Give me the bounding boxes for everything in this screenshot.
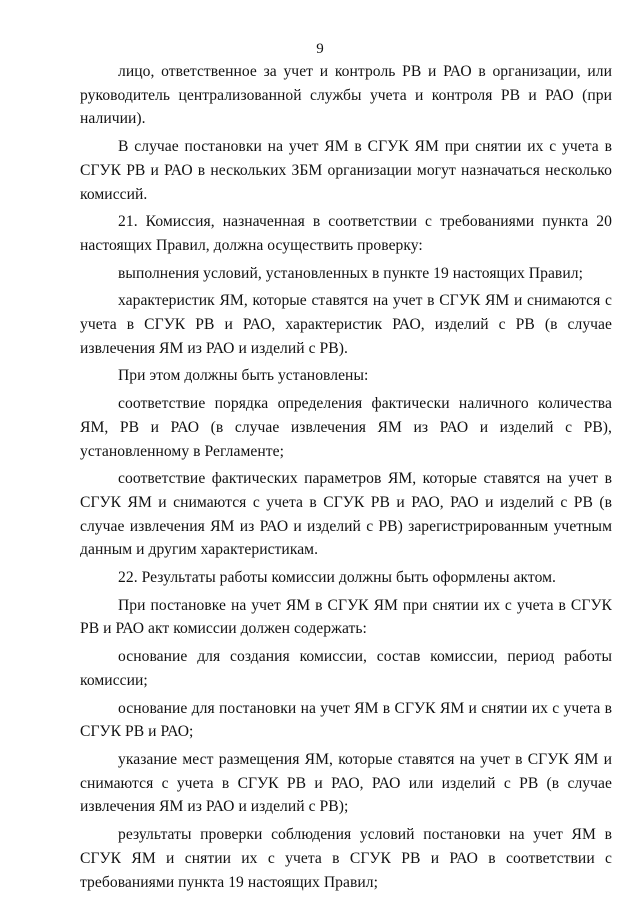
paragraph-placement-locations: указание мест размещения ЯМ, которые ставятся на учет в СГУК ЯМ и снимаются с учета в СГУК РВ и РАО, РАО или изделий с РВ (в случае извлечения ЯМ из РАО и изделий с РВ); bbox=[80, 750, 612, 816]
paragraph-clause-21: 21. Комиссия, назначенная в соответствии с требованиями пункта 20 настоящих Правил, должна осуществить проверку: bbox=[80, 213, 612, 254]
paragraph-clause-22: 22. Результаты работы комиссии должны быть оформлены актом. bbox=[118, 569, 556, 587]
paragraph-conditions-check: выполнения условий, установленных в пункте 19 настоящих Правил; bbox=[118, 264, 583, 282]
paragraph-commissions: В случае постановки на учет ЯМ в СГУК ЯМ при снятии их с учета в СГУК РВ и РАО в нескольких ЗБМ организации могут назначаться несколько комиссий. bbox=[80, 138, 612, 203]
paragraph-act-contents-intro: При постановке на учет ЯМ в СГУК ЯМ при снятии их с учета в СГУК РВ и РАО акт комиссии должен содержать: bbox=[80, 596, 612, 638]
paragraph-registration-basis: основание для постановки на учет ЯМ в СГУК ЯМ и снятии их с учета в СГУК РВ и РАО; bbox=[80, 699, 612, 741]
paragraph-parameters-match: соответствие фактических параметров ЯМ, которые ставятся на учет в СГУК ЯМ и снимаются с учета в СГУК РВ и РАО, РАО и изделий с РВ (в случае извлечения ЯМ из РАО и изделий с РВ) зарегистрированным учетным данным и другим характеристикам. bbox=[80, 470, 612, 559]
paragraph-characteristics-check: характеристик ЯМ, которые ставятся на учет в СГУК ЯМ и снимаются с учета в СГУК РВ и РАО, характеристик РАО, изделий с РВ (в случае извлечения ЯМ из РАО и изделий с РВ). bbox=[80, 292, 612, 357]
paragraph-quantity-procedure: соответствие порядка определения фактически наличного количества ЯМ, РВ и РАО (в случае извлечения ЯМ из РАО и изделий с РВ), установленному в Регламенте; bbox=[80, 395, 612, 460]
page-number: 9 bbox=[316, 41, 324, 57]
paragraph-established-intro: При этом должны быть установлены: bbox=[118, 367, 369, 385]
document-body bbox=[80, 60, 612, 894]
paragraph-continuation: лицо, ответственное за учет и контроль РВ и РАО в организации, или руководитель централизованной службы учета и контроля РВ и РАО (при наличии). bbox=[80, 63, 612, 128]
paragraph-verification-results: результаты проверки соблюдения условий постановки на учет ЯМ в СГУК ЯМ и снятии их с учета в СГУК РВ и РАО в соответствии с требованиями пункта 19 настоящих Правил; bbox=[80, 826, 612, 891]
paragraph-commission-basis: основание для создания комиссии, состав комиссии, период работы комиссии; bbox=[80, 648, 612, 689]
